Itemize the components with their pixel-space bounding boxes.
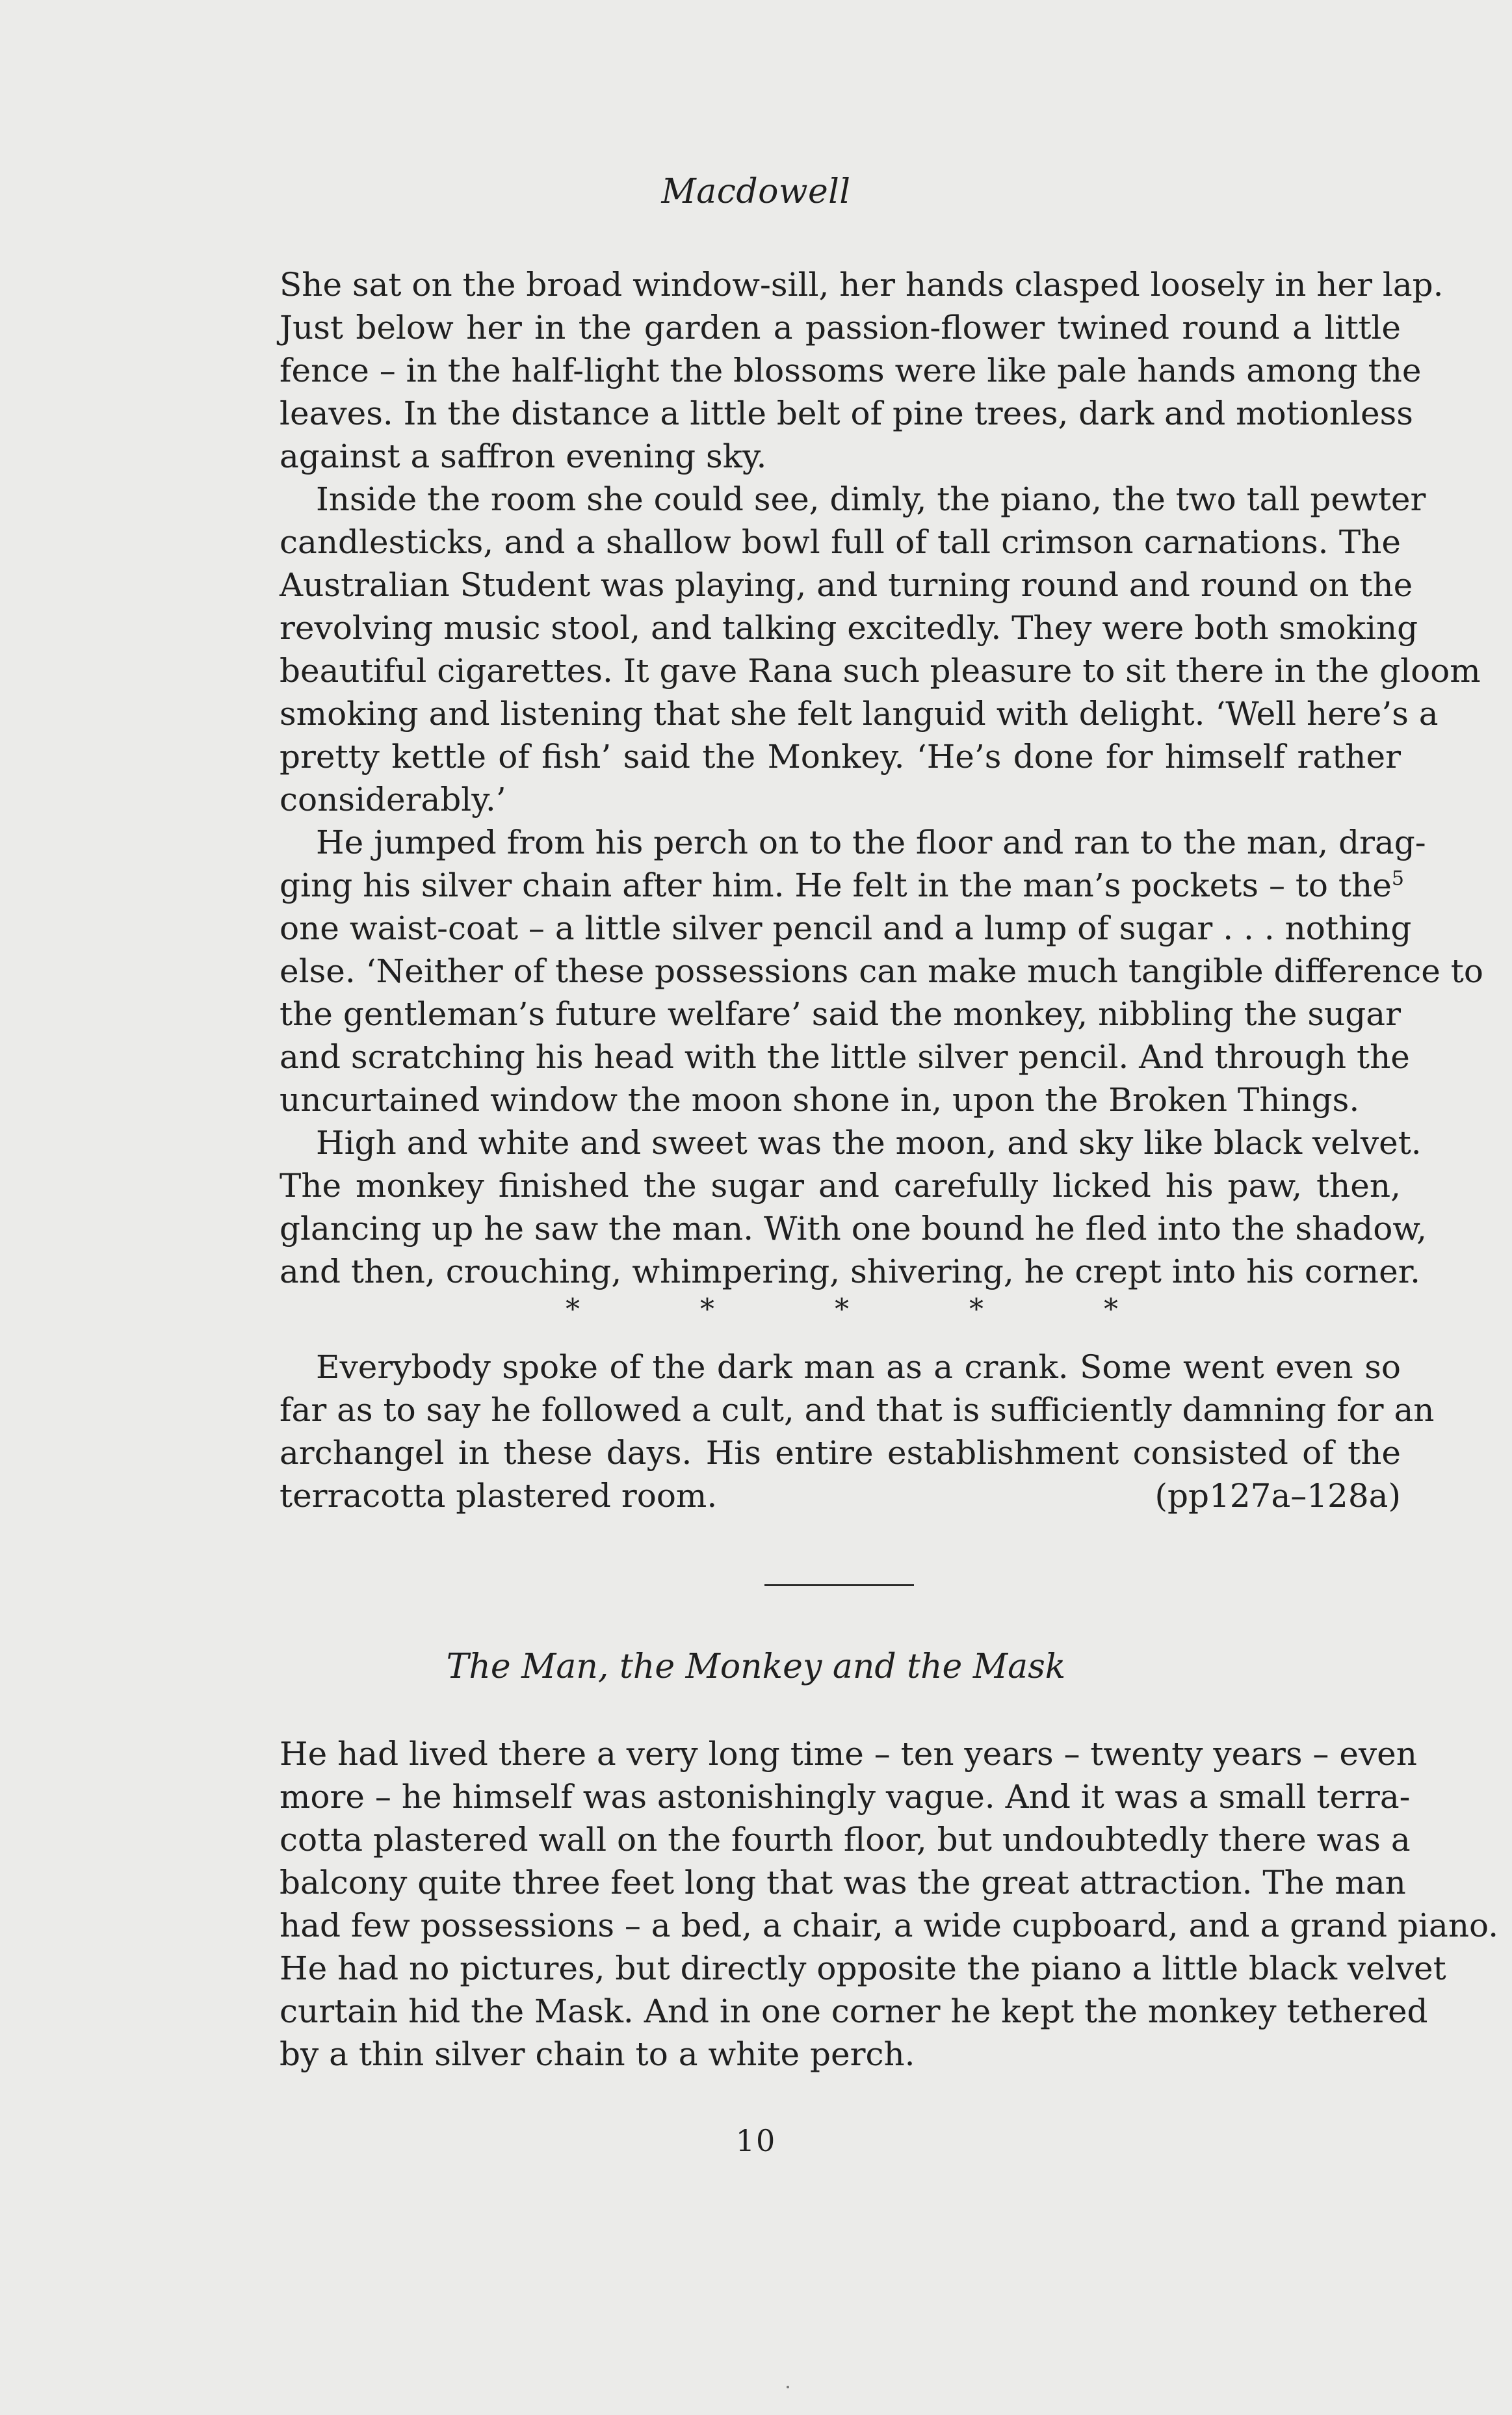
text-line: far as to say he followed a cult, and that is sufficiently damning for an	[280, 1391, 1435, 1429]
text-line: ging his silver chain after him. He felt in the man’s pockets – to the	[280, 867, 1392, 904]
star-ornament: *	[969, 1293, 984, 1326]
text-line: Everybody spoke of the dark man as a crank. Some went even so	[316, 1348, 1401, 1386]
section-title: The Man, the Monkey and the Mask	[446, 1647, 1066, 1686]
text-line: revolving music stool, and talking excitedly. They were both smoking	[280, 609, 1418, 647]
last-line-with-citation	[280, 1474, 1401, 1517]
text-line: leaves. In the distance a little belt of pine trees, dark and motionless	[280, 395, 1413, 432]
text-line: archangel in these days. His entire establishment consisted of the	[280, 1434, 1401, 1472]
text-line: High and white and sweet was the moon, and sky like black velvet.	[316, 1124, 1422, 1162]
text-line: smoking and listening that she felt languid with delight. ‘Well here’s a	[280, 695, 1439, 733]
text-line: considerably.’	[280, 781, 506, 818]
text-line: Australian Student was playing, and turning round and round on the	[280, 566, 1413, 604]
running-head: Macdowell	[661, 172, 851, 211]
text-line-with-footnote	[280, 864, 1404, 907]
excerpt-2	[280, 1346, 1435, 1517]
text-line: against a saffron evening sky.	[280, 437, 767, 475]
text-line: The monkey finished the sugar and carefully licked his paw, then,	[280, 1167, 1401, 1205]
text-line: one waist-coat – a little silver pencil and a lump of sugar . . . nothing	[280, 909, 1412, 947]
star-ornament: *	[835, 1293, 849, 1326]
text-line: He had lived there a very long time – ten years – twenty years – even	[280, 1735, 1417, 1773]
star-ornament: *	[566, 1293, 580, 1326]
text-line: Just below her in the garden a passion-flower twined round a little	[280, 309, 1401, 346]
footnote-mark: 5	[1391, 867, 1404, 890]
text-line: He had no pictures, but directly opposite the piano a little black velvet	[280, 1950, 1446, 1987]
text-line: else. ‘Neither of these possessions can make much tangible difference to	[280, 952, 1483, 990]
section-break-stars	[566, 1294, 1118, 1326]
text-line: uncurtained window the moon shone in, upon the Broken Things.	[280, 1081, 1360, 1119]
text-line: He jumped from his perch on to the floor and ran to the man, drag-	[316, 824, 1426, 861]
text-line: and then, crouching, whimpering, shivering, he crept into his corner.	[280, 1253, 1420, 1290]
text-line: glancing up he saw the man. With one bound he fled into the shadow,	[280, 1210, 1427, 1247]
text-line: pretty kettle of fish’ said the Monkey. ‘He’s done for himself rather	[280, 738, 1401, 776]
text-line: cotta plastered wall on the fourth floor, but undoubtedly there was a	[280, 1821, 1411, 1859]
text-line: the gentleman’s future welfare’ said the monkey, nibbling the sugar	[280, 995, 1401, 1033]
text-line: and scratching his head with the little silver pencil. And through the	[280, 1038, 1410, 1076]
section-body	[280, 1732, 1499, 2076]
section-rule	[764, 1584, 914, 1586]
paper-speck	[787, 2386, 789, 2388]
star-ornament: *	[700, 1293, 714, 1326]
text-line: terracotta plastered room.	[280, 1477, 718, 1515]
text-line: more – he himself was astonishingly vague. And it was a small terra-	[280, 1778, 1411, 1816]
citation: (pp127a–128a)	[1154, 1477, 1401, 1515]
text-line: balcony quite three feet long that was the great attraction. The man	[280, 1864, 1406, 1901]
text-line: She sat on the broad window-sill, her hands clasped loosely in her lap.	[280, 266, 1444, 304]
page-number: 10	[735, 2123, 777, 2158]
text-line: had few possessions – a bed, a chair, a wide cupboard, and a grand piano.	[280, 1907, 1499, 1944]
text-line: by a thin silver chain to a white perch.	[280, 2035, 915, 2073]
text-line: beautiful cigarettes. It gave Rana such pleasure to sit there in the gloom	[280, 652, 1481, 690]
text-line: fence – in the half-light the blossoms were like pale hands among the	[280, 352, 1422, 389]
text-line: candlesticks, and a shallow bowl full of tall crimson carnations. The	[280, 523, 1401, 561]
text-line: curtain hid the Mask. And in one corner he kept the monkey tethered	[280, 1992, 1428, 2030]
excerpt-1	[280, 263, 1483, 1293]
text-line: Inside the room she could see, dimly, the piano, the two tall pewter	[316, 480, 1426, 518]
star-ornament: *	[1104, 1293, 1118, 1326]
